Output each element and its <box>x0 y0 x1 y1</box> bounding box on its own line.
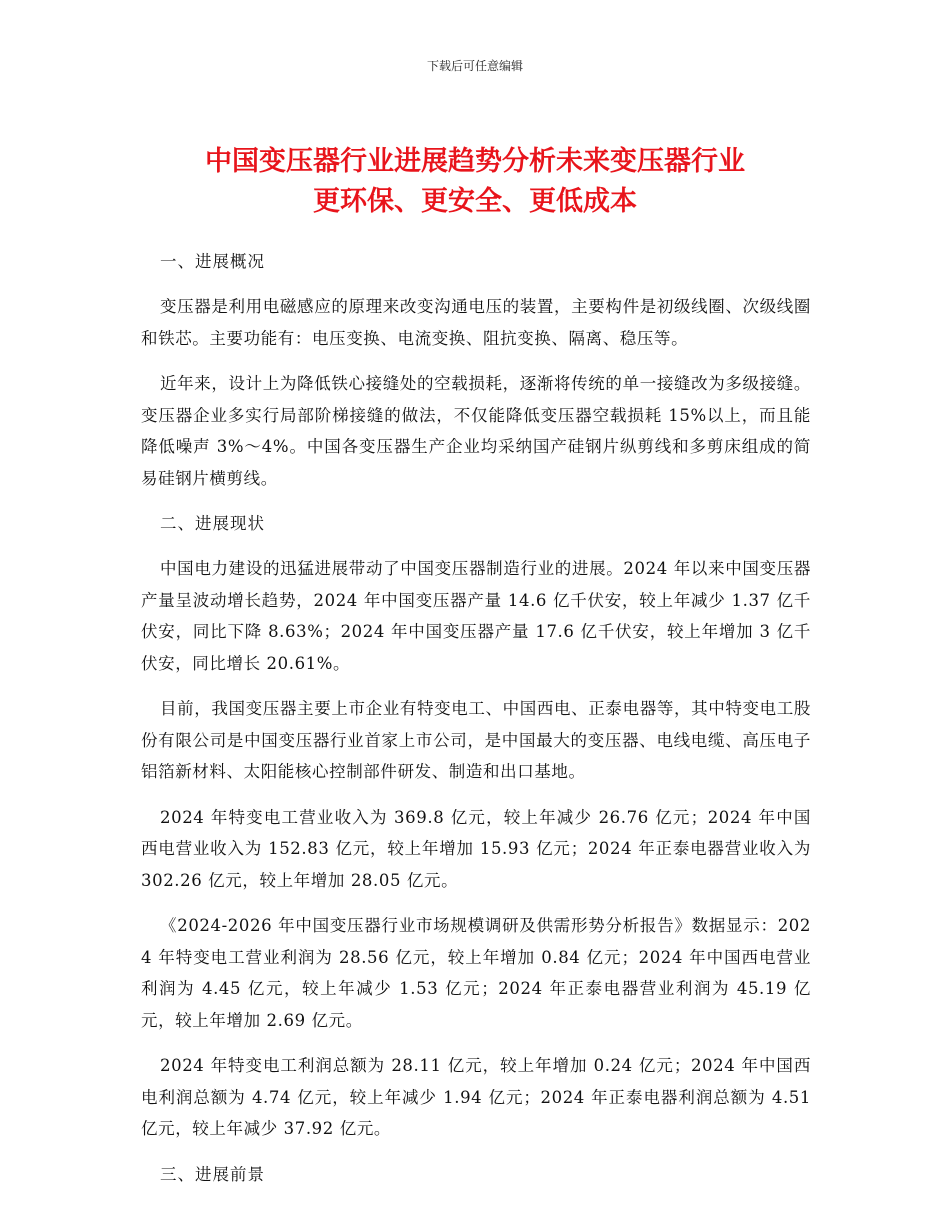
section-heading-overview: 一、进展概况 <box>160 252 265 271</box>
page-title <box>120 142 830 222</box>
header-note: 下载后可任意编辑 <box>426 59 523 73</box>
paragraph: 2024 年特变电工营业收入为 369.8 亿元，较上年减少 26.76 亿元；2024 年中国西电营业收入为 152.83 亿元，较上年增加 15.93 亿元；2024 年正泰电器营业收入为 302.26 亿元，较上年增加 28.05 亿元。 <box>141 807 811 890</box>
document-body <box>141 246 811 1204</box>
title-line-1: 中国变压器行业进展趋势分析未来变压器行业 <box>205 146 745 177</box>
title-line-2: 更环保、更安全、更低成本 <box>313 186 637 217</box>
paragraph: 《2024-2026 年中国变压器行业市场规模调研及供需形势分析报告》数据显示：2024 年特变电工营业利润为 28.56 亿元，较上年增加 0.84 亿元；2024 年中国西电营业利润为 4.45 亿元，较上年减少 1.53 亿元；2024 年正泰电器营业利润为 45.19 亿元，较上年增加 2.69 亿元。 <box>141 916 811 1030</box>
section-heading-status: 二、进展现状 <box>160 514 265 533</box>
paragraph: 变压器是利用电磁感应的原理来改变沟通电压的装置，主要构件是初级线圈、次级线圈和铁芯。主要功能有：电压变换、电流变换、阻抗变换、隔离、稳压等。 <box>141 297 811 348</box>
paragraph: 2024 年特变电工利润总额为 28.11 亿元，较上年增加 0.24 亿元；2024 年中国西电利润总额为 4.74 亿元，较上年减少 1.94 亿元；2024 年正泰电器利润总额为 4.51 亿元，较上年减少 37.92 亿元。 <box>141 1056 811 1138</box>
paragraph: 中国电力建设的迅猛进展带动了中国变压器制造行业的进展。2024 年以来中国变压器产量呈波动增长趋势，2024 年中国变压器产量 14.6 亿千伏安，较上年减少 1.37 亿千伏安，同比下降 8.63%；2024 年中国变压器产量 17.6 亿千伏安，较上年增加 3 亿千伏安，同比增长 20.61%。 <box>141 559 811 673</box>
section-heading-prospects: 三、进展前景 <box>160 1164 265 1184</box>
paragraph: 近年来，设计上为降低铁心接缝处的空载损耗，逐渐将传统的单一接缝改为多级接缝。变压器企业多实行局部阶梯接缝的做法，不仅能降低变压器空载损耗 15%以上，而且能降低噪声 3%～4%。中国各变压器生产企业均采纳国产硅钢片纵剪线和多剪床组成的简易硅钢片横剪线。 <box>141 374 811 488</box>
paragraph: 目前，我国变压器主要上市企业有特变电工、中国西电、正泰电器等，其中特变电工股份有限公司是中国变压器行业首家上市公司，是中国最大的变压器、电线电缆、高压电子铝箔新材料、太阳能核心控制部件研发、制造和出口基地。 <box>141 699 811 781</box>
